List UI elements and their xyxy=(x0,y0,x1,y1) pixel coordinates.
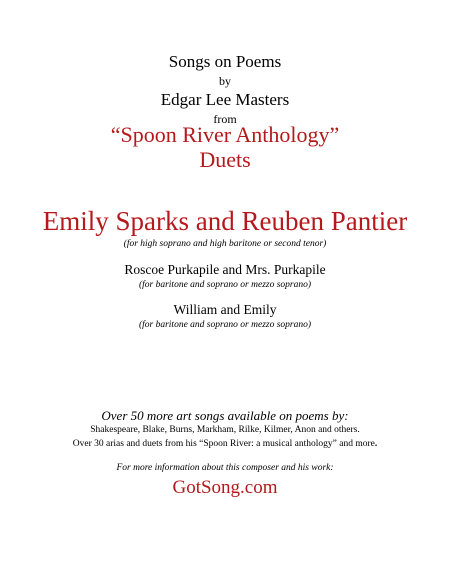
promo-info-line: For more information about this composer and his work: xyxy=(116,463,334,473)
header-songs-on-poems: Songs on Poems xyxy=(168,52,282,71)
duet-title-roscoe-purkapile: Roscoe Purkapile and Mrs. Purkapile xyxy=(124,262,326,277)
duet-title-william-emily: William and Emily xyxy=(173,302,277,317)
promo-poets-list: Shakespeare, Blake, Burns, Markham, Rilke, Kilmer, Anon and others. xyxy=(90,425,360,435)
promo-arias-line xyxy=(0,440,450,450)
collection-title: “Spoon River Anthology” xyxy=(110,122,340,147)
promo-headline: Over 50 more art songs available on poems by: xyxy=(101,408,349,423)
header-by: by xyxy=(219,74,231,88)
collection-subtitle: Duets xyxy=(199,147,251,172)
promo-arias-text: Over 30 arias and duets from his “Spoon River: a musical anthology” and more xyxy=(72,439,375,449)
duet-voicing-roscoe-purkapile: (for baritone and soprano or mezzo soprano) xyxy=(138,280,312,290)
website-link[interactable]: GotSong.com xyxy=(172,477,278,498)
featured-duet-voicing: (for high soprano and high baritone or second tenor) xyxy=(123,239,327,249)
promo-arias-period: . xyxy=(374,439,378,449)
header-author-name: Edgar Lee Masters xyxy=(160,90,290,109)
header-from: from xyxy=(213,112,237,126)
duet-voicing-william-emily: (for baritone and soprano or mezzo soprano) xyxy=(138,320,312,330)
featured-duet-title: Emily Sparks and Reuben Pantier xyxy=(42,206,408,236)
